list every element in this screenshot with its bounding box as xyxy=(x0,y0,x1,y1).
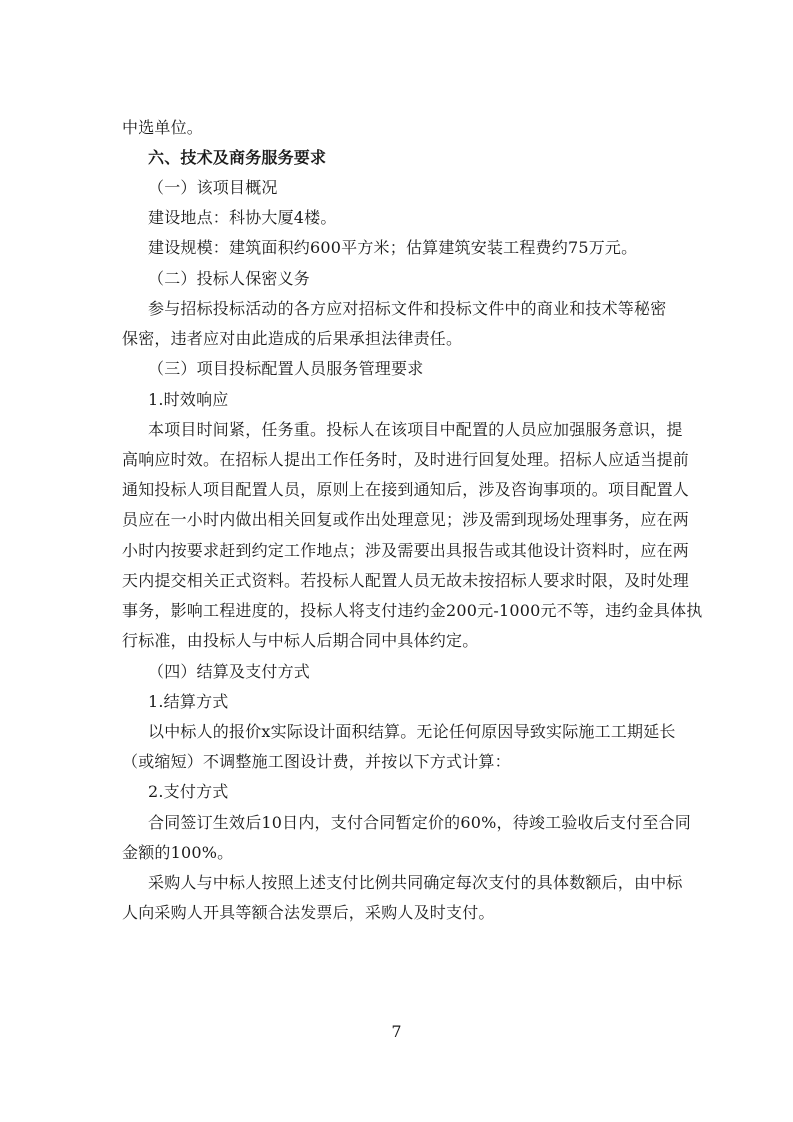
text-line: 以中标人的报价x实际设计面积结算。无论任何原因导致实际施工工期延长 xyxy=(148,722,676,741)
text-line: 小时内按要求赶到约定工作地点；涉及需要出具报告或其他设计资料时，应在两 xyxy=(122,541,690,560)
text-line: 人向采购人开具等额合法发票后，采购人及时支付。 xyxy=(122,903,495,922)
text-line: 事务，影响工程进度的，投标人将支付违约金200元-1000元不等，违约金具体执 xyxy=(122,601,703,620)
subsection-heading: （一）该项目概况 xyxy=(148,178,278,197)
text-line: （或缩短）不调整施工图设计费，并按以下方式计算： xyxy=(122,752,511,771)
text-line: 通知投标人项目配置人员，原则上在接到通知后，涉及咨询事项的。项目配置人 xyxy=(122,480,690,499)
item-heading: 1.结算方式 xyxy=(148,692,229,711)
text-line: 保密，违者应对由此造成的后果承担法律责任。 xyxy=(122,329,463,348)
text-line: 天内提交相关正式资料。若投标人配置人员无故未按招标人要求时限，及时处理 xyxy=(122,571,690,590)
subsection-heading: （三）项目投标配置人员服务管理要求 xyxy=(148,359,424,378)
subsection-heading: （四）结算及支付方式 xyxy=(148,662,311,681)
text-line: 高响应时效。在招标人提出工作任务时，及时进行回复处理。招标人应适当提前 xyxy=(122,450,690,469)
text-line: 行标准，由投标人与中标人后期合同中具体约定。 xyxy=(122,631,479,650)
text-line: 合同签订生效后10日内，支付合同暂定价的60%，待竣工验收后支付至合同 xyxy=(148,813,691,832)
page-number: 7 xyxy=(391,1022,402,1041)
subsection-heading: （二）投标人保密义务 xyxy=(148,269,311,288)
text-line: 员应在一小时内做出相关回复或作出处理意见；涉及需到现场处理事务，应在两 xyxy=(122,510,690,529)
section-heading: 六、技术及商务服务要求 xyxy=(148,148,327,167)
item-heading: 2.支付方式 xyxy=(148,782,229,801)
text-line: 采购人与中标人按照上述支付比例共同确定每次支付的具体数额后，由中标 xyxy=(148,873,683,892)
text-line: 金额的100%。 xyxy=(122,843,234,862)
text-line: 建设规模：建筑面积约600平方米；估算建筑安装工程费约75万元。 xyxy=(148,238,638,257)
text-line: 建设地点：科协大厦4楼。 xyxy=(148,208,337,227)
text-line: 中选单位。 xyxy=(122,118,204,137)
text-line: 参与招标投标活动的各方应对招标文件和投标文件中的商业和技术等秘密 xyxy=(148,299,667,318)
text-line: 本项目时间紧，任务重。投标人在该项目中配置的人员应加强服务意识，提 xyxy=(148,420,683,439)
item-heading: 1.时效响应 xyxy=(148,390,229,409)
